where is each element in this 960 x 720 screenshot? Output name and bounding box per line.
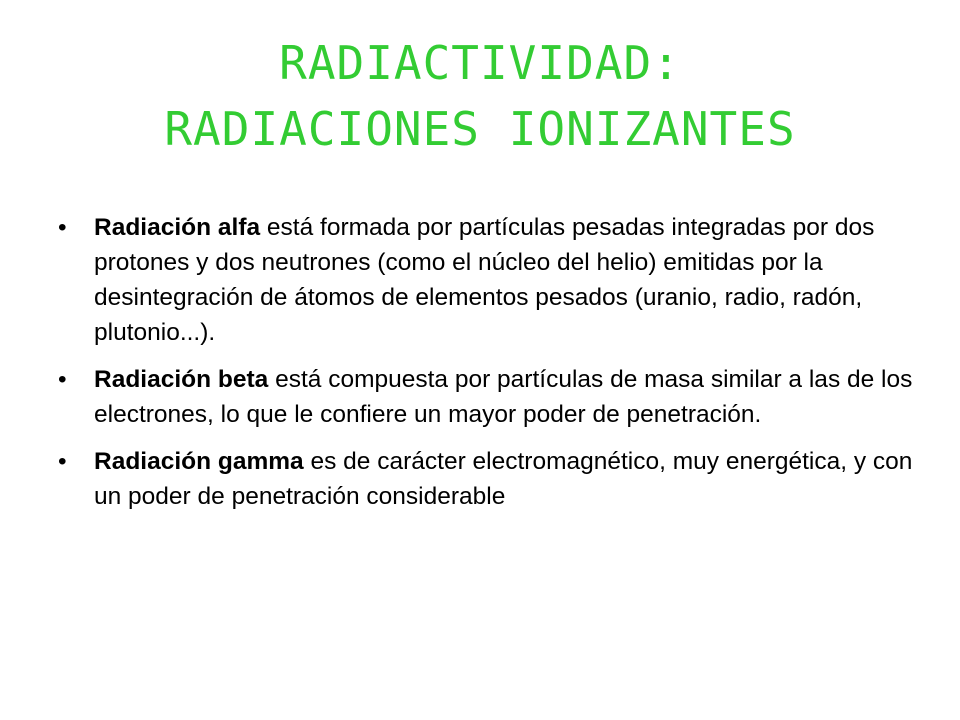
bullet-icon: • — [58, 448, 67, 475]
bullet-text: está formada por partículas pesadas integradas por dos protones y dos neutrones (como el núcleo del helio) emitidas por la desintegración de átomos de elementos pesados (uranio, radio, radón, plutonio...). — [94, 214, 875, 346]
slide-title — [40, 30, 920, 162]
bullet-icon: • — [58, 366, 67, 393]
bullet-list — [52, 210, 932, 526]
bullet-icon: • — [58, 214, 67, 241]
title-line-1: RADIACTIVIDAD: — [279, 36, 681, 90]
title-line-2: RADIACIONES IONIZANTES — [164, 102, 796, 156]
bullet-term: Radiación gamma — [94, 448, 304, 475]
bullet-term: Radiación alfa — [94, 214, 261, 241]
bullet-item-gamma — [52, 444, 932, 514]
bullet-term: Radiación beta — [94, 366, 269, 393]
bullet-item-beta — [52, 362, 932, 432]
bullet-item-alfa — [52, 210, 932, 350]
bullet-text: está compuesta por partículas de masa similar a las de los electrones, lo que le confiere un mayor poder de penetración. — [94, 366, 913, 428]
bullet-text: es de carácter electromagnético, muy energética, y con un poder de penetración considerable — [94, 448, 913, 510]
